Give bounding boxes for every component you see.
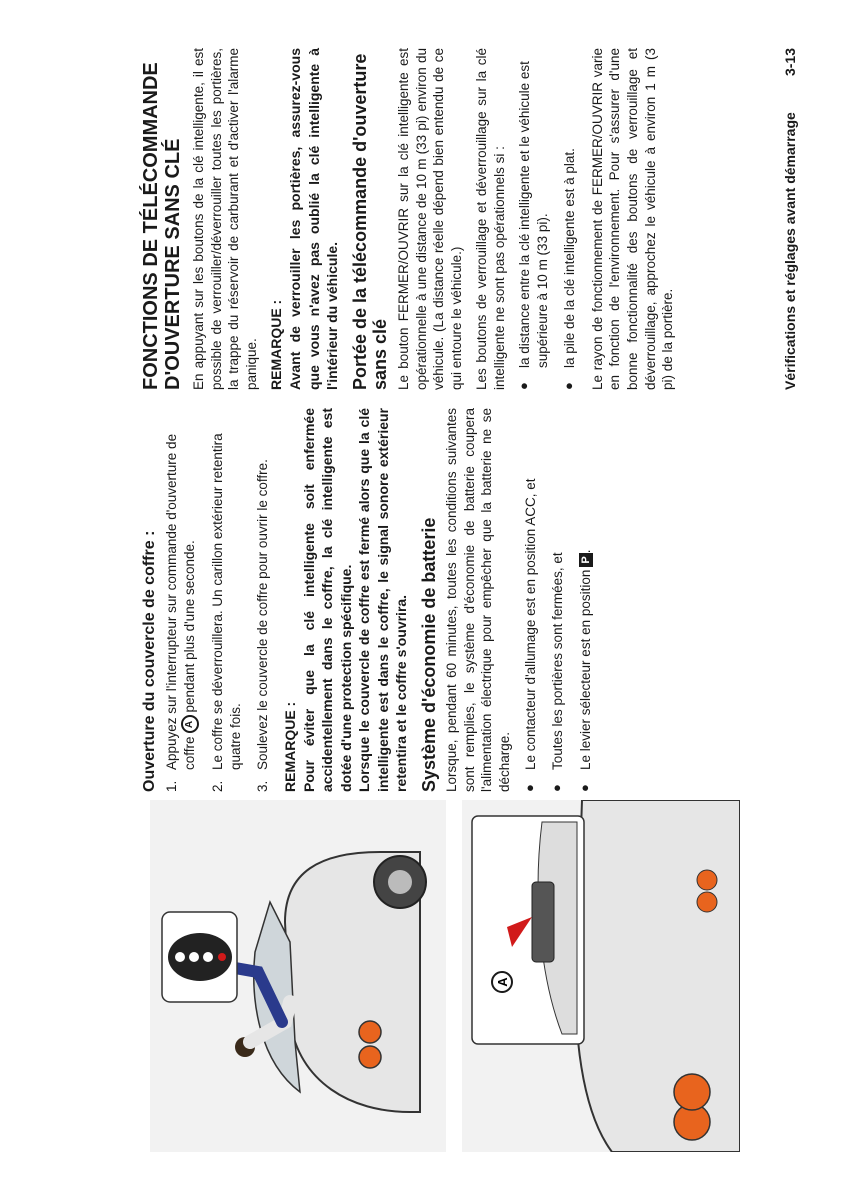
- battery-heading: Système d'économie de batterie: [418, 517, 439, 792]
- step-text: [163, 408, 199, 770]
- label-a: A: [495, 977, 510, 987]
- park-position-icon: P: [579, 553, 593, 566]
- bullet-text: [577, 550, 595, 770]
- bullet-item: [577, 408, 595, 792]
- range-bullets: [516, 48, 579, 390]
- car-rear: [576, 800, 740, 1152]
- range-heading: Portée de la télécommande d'ouverture sans clé: [349, 53, 391, 390]
- bullet-icon: ●: [561, 382, 577, 390]
- bullet-icon: ●: [521, 784, 537, 792]
- note-label: REMARQUE :: [268, 299, 285, 390]
- step-text-post: pendant plus d'une seconde.: [181, 540, 197, 713]
- step-number: 2.: [210, 780, 226, 792]
- illustration-trunk-opening: [150, 800, 446, 1152]
- taillight-large-right: [674, 1074, 710, 1110]
- bullet-text: la pile de la clé intelligente est à plat.: [562, 148, 578, 368]
- taillight-small-right: [697, 870, 717, 890]
- battery-bullets: [522, 408, 595, 792]
- range-text: Le bouton FERMER/OUVRIR sur la clé intelligente est opérationnelle à une distance de 10 m (33 pi) environ du véhicule. (La distance réelle dépend bien entendu de ce qui entoure le véhicule.): [395, 48, 464, 390]
- page-footer: [782, 48, 798, 390]
- trunk-opening-drawing: [150, 800, 446, 1152]
- trunk-steps: [163, 408, 272, 792]
- fob-button-icon: [189, 952, 199, 962]
- range-text-3: Le rayon de fonctionnement de FERMER/OUVRIR varie en fonction de l'environnement. Pour s'assurer d'une bonne fonctionnalité des boutons de verrouillage et déverrouillage, approchez le véhicule à environ 1 m (3 pi) de la portière.: [589, 48, 676, 390]
- page-number: 3-13: [782, 48, 798, 77]
- step-number: 1.: [164, 780, 180, 792]
- step-text: Le coffre se déverrouillera. Un carillon extérieur retentira quatre fois.: [210, 433, 243, 770]
- bullet-text: Toutes les portières sont fermées, et: [550, 552, 566, 770]
- bullet-item: [522, 408, 540, 792]
- range-text-2: Les boutons de verrouillage et déverrouillage sur la clé intelligente ne sont pas opérationnels si :: [474, 48, 507, 390]
- text-column-trunk: [140, 408, 848, 792]
- taillight-right: [359, 1021, 381, 1043]
- intro-text: En appuyant sur les boutons de la clé intelligente, il est possible de verrouiller/déverrouiller toutes les portières, la trappe du réservoir de carburant et d'activer l'alarme panique.: [191, 48, 259, 390]
- bullet-text: Le contacteur d'allumage est en position ACC, et: [522, 478, 538, 770]
- trunk-button-drawing: [462, 800, 740, 1152]
- note-label: REMARQUE :: [281, 701, 298, 792]
- bullet-item: [561, 48, 579, 390]
- trunk-opener-switch: [532, 882, 554, 962]
- bullet-icon: ●: [549, 784, 565, 792]
- bullet-icon: ●: [516, 382, 532, 390]
- section-title: FONCTIONS DE TÉLÉCOMMANDE D'OUVERTURE SANS CLÉ: [140, 62, 184, 390]
- bullet-text: la distance entre la clé intelligente et le véhicule est supérieure à 10 m (33 pi).: [517, 61, 550, 368]
- footer-section: Vérifications et réglages avant démarrage: [782, 112, 798, 390]
- illustration-trunk-button: [462, 800, 740, 1152]
- step-number: 3.: [255, 780, 271, 792]
- step-text: Soulevez le couvercle de coffre pour ouvrir le coffre.: [255, 459, 271, 770]
- text-column-keyless: [140, 48, 848, 390]
- taillight-small-left: [697, 892, 717, 912]
- step-item: [209, 408, 244, 792]
- illustration-column: [0, 800, 848, 1152]
- note-text: Pour éviter que la clé intelligente soit enfermée accidentellement dans le coffre, la clé intelligente est dotée d'une protection spécifique.: [300, 408, 354, 792]
- note-text: Avant de verrouiller les portières, assurez-vous que vous n'avez pas oublié la clé intelligente à l'intérieur du véhicule.: [287, 48, 341, 390]
- wheel-hub: [388, 870, 412, 894]
- bullet-item: [549, 408, 567, 792]
- battery-text: Lorsque, pendant 60 minutes, toutes les conditions suivantes sont remplies, le système d'économie de batterie coupera l'alimentation électrique pour empêcher que la batterie ne se décharge.: [444, 408, 512, 792]
- fob-button-icon: [203, 952, 213, 962]
- bullet-text-pre: Le levier sélecteur est en position: [577, 569, 593, 770]
- trunk-heading: Ouverture du couvercle de coffre :: [141, 530, 158, 792]
- taillight-left: [359, 1046, 381, 1068]
- fob-panic-icon: [218, 953, 226, 961]
- note-text: Lorsque le couvercle de coffre est fermé alors que la clé intelligente est dans le coffre, le signal sonore extérieur retentira et le coffre s'ouvrira.: [356, 408, 410, 792]
- step-text-pre: Appuyez sur l'interrupteur sur commande d'ouverture de coffre: [164, 433, 197, 770]
- step-item: [254, 408, 272, 792]
- fob-button-icon: [175, 952, 185, 962]
- bullet-icon: ●: [576, 784, 592, 792]
- step-item: [163, 408, 199, 792]
- bullet-item: [516, 48, 551, 390]
- badge-a-icon: A: [181, 715, 199, 733]
- bullet-text-post: .: [577, 549, 593, 554]
